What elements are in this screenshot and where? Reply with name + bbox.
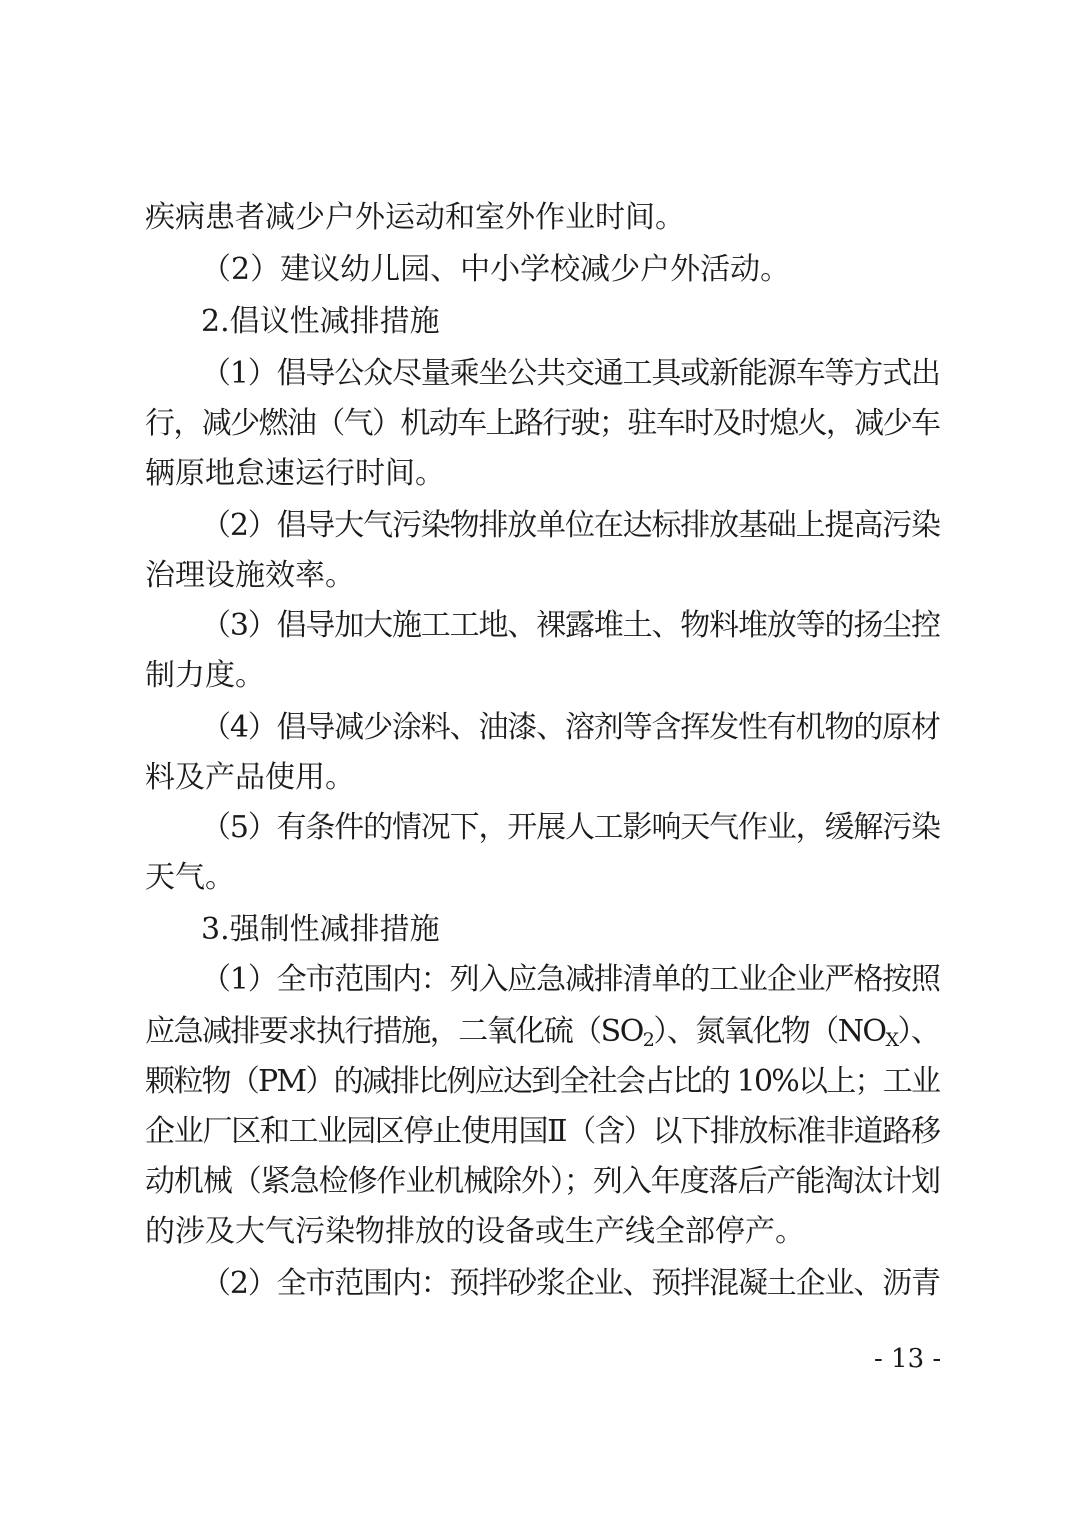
formula-text: ）、氮氧化物（NO bbox=[653, 1014, 886, 1049]
body-text-line: （4）倡导减少涂料、油漆、溶剂等含挥发性有机物的原材 bbox=[201, 710, 940, 745]
body-text-line: （3）倡导加大施工工地、裸露堆土、物料堆放等的扬尘控 bbox=[201, 608, 940, 643]
section-heading: 3.强制性减排措施 bbox=[201, 912, 440, 947]
body-text-line: 行，减少燃油（气）机动车上路行驶；驻车时及时熄火，减少车 bbox=[145, 406, 940, 441]
body-text-line: 天气。 bbox=[145, 860, 235, 895]
body-text-line: 疾病患者减少户外运动和室外作业时间。 bbox=[145, 200, 685, 235]
body-text-line: 动机械（紧急检修作业机械除外）；列入年度落后产能淘汰计划 bbox=[145, 1164, 940, 1199]
page-number: - 13 - bbox=[874, 1344, 942, 1374]
formula-text: ）、 bbox=[897, 1014, 940, 1049]
formula-text: 应急减排要求执行措施，二氧化硫（SO bbox=[145, 1014, 643, 1049]
subscript: X bbox=[885, 1029, 898, 1051]
section-heading: 2.倡议性减排措施 bbox=[201, 304, 440, 339]
body-text-line: 制力度。 bbox=[145, 658, 265, 693]
body-text-line: （5）有条件的情况下，开展人工影响天气作业，缓解污染 bbox=[201, 810, 940, 845]
body-text-line: （1）倡导公众尽量乘坐公共交通工具或新能源车等方式出 bbox=[201, 356, 940, 391]
body-text-line-formula bbox=[0, 1012, 1074, 1052]
body-text-line: 颗粒物（PM）的减排比例应达到全社会占比的 10%以上；工业 bbox=[145, 1064, 940, 1099]
subscript: 2 bbox=[642, 1029, 654, 1051]
body-text-line: 企业厂区和工业园区停止使用国Ⅱ（含）以下排放标准非道路移 bbox=[145, 1114, 940, 1149]
body-text-line: （2）倡导大气污染物排放单位在达标排放基础上提高污染 bbox=[201, 508, 940, 543]
body-text-line: （2）建议幼儿园、中小学校减少户外活动。 bbox=[201, 252, 791, 287]
body-text-line: 的涉及大气污染物排放的设备或生产线全部停产。 bbox=[145, 1214, 805, 1249]
body-text-line: 辆原地怠速运行时间。 bbox=[145, 456, 445, 491]
body-text-line: 治理设施效率。 bbox=[145, 558, 355, 593]
body-text-line: 料及产品使用。 bbox=[145, 760, 355, 795]
body-text-line: （1）全市范围内：列入应急减排清单的工业企业严格按照 bbox=[201, 962, 940, 997]
body-text-line: （2）全市范围内：预拌砂浆企业、预拌混凝土企业、沥青 bbox=[201, 1266, 940, 1301]
